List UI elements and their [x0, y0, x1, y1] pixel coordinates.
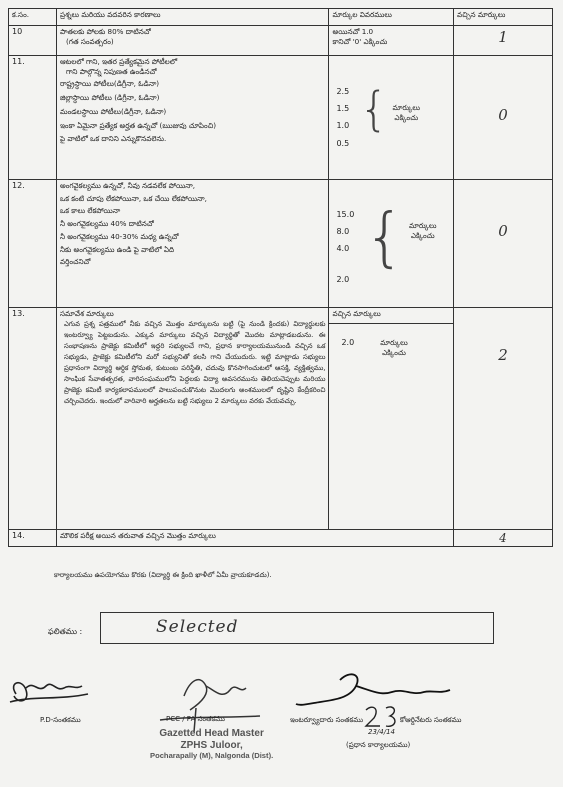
question-line: (గత సంవత్సరం)	[65, 36, 114, 46]
row-number: 13.	[9, 308, 57, 530]
table-row	[9, 530, 553, 547]
question-line: ఇంకా ఏమైనా ప్రత్యేక అర్హత ఉన్నచో (ఋజువు చూపించి)	[59, 120, 216, 130]
question-line: జిల్లాస్థాయి పోటీలు (డిగ్రీనా, ఓడినా)	[59, 93, 160, 103]
question-line: నీ అంగవైకల్యము 40% దాటినచో	[59, 219, 154, 229]
mark-value: 2.0	[341, 338, 355, 347]
stamp-line: ZPHS Juloor,	[180, 739, 243, 751]
header-no: క.సం.	[9, 9, 57, 26]
question-line: సమావేశ మార్కులు	[59, 309, 114, 318]
coordinator-signature-label: కోఆర్డినేటరు సంతకము	[400, 716, 462, 724]
brace: {	[364, 201, 405, 275]
header-scored: వచ్చిన మార్కులు	[453, 9, 552, 26]
row-scored	[453, 26, 552, 56]
mark-values	[332, 83, 349, 152]
question-line: ఒక కాలు లేకపోయినా	[59, 206, 121, 216]
pd-signature	[10, 683, 88, 702]
scored-value: 0	[498, 222, 508, 240]
question-line: ఒక కంటి చూపు లేకపోయినా, ఒక చేయి లేకపోయినా,	[59, 193, 207, 203]
table-row	[9, 180, 553, 308]
question-line: వర్తించనిచో	[59, 257, 91, 267]
question-line: నీకు అంగవైకల్యము ఉండి పై వాటిలో ఏది	[59, 244, 175, 254]
question-line: ఆటలలో గాని, ఇతర ప్రత్యేకమైన పోటీలలో	[59, 57, 178, 66]
result-box	[100, 612, 494, 644]
mark-value: 1.5	[336, 104, 350, 114]
office-label: (ప్రధాన కార్యాలయము)	[346, 741, 411, 749]
pd-signature-label: P.D-సంతకము	[40, 716, 81, 724]
row-question	[56, 308, 329, 530]
row-marks	[329, 180, 454, 308]
row-number: 11.	[9, 56, 57, 180]
table-row	[9, 308, 553, 530]
row-question	[56, 56, 329, 180]
row-number: 14.	[9, 530, 57, 547]
scored-value: 0	[498, 106, 508, 124]
headmaster-stamp	[150, 728, 273, 761]
question-line: గాని పాల్గొన్న నిపుణత ఉండినచో	[65, 66, 157, 76]
question-line: పాతలకు పోలకు 80% దాటినచో	[59, 27, 151, 36]
row-scored	[453, 180, 552, 308]
scored-value: 1	[498, 28, 508, 46]
row-marks	[329, 26, 454, 56]
mark-line: కానిచో '0' ఎక్కించు	[332, 36, 388, 46]
marks-subheader: వచ్చిన మార్కులు	[329, 308, 453, 324]
marks-note: మార్కులు ఎక్కించు	[380, 338, 408, 357]
mark-values	[332, 207, 354, 289]
interviewer-signature-label: ఇంటర్వ్యూదారు సంతకము	[290, 716, 364, 724]
row-marks	[329, 56, 454, 180]
interviewer-signature	[296, 674, 450, 704]
brace: {	[359, 82, 389, 136]
row-scored	[453, 530, 552, 547]
mark-value: 15.0	[336, 210, 355, 219]
mark-value: 1.0	[336, 121, 350, 131]
mark-value: 8.0	[336, 226, 350, 236]
stamp-line: Pocharapally (M), Nalgonda (Dist).	[150, 750, 274, 760]
marks-note: మార్కులు ఎక్కించు	[392, 103, 420, 122]
row-number: 12.	[9, 180, 57, 308]
header-question: ప్రశ్నలు మరియు వదవరిన కారణాలు	[56, 9, 329, 26]
mark-value: 2.5	[336, 87, 350, 96]
marks-note: మార్కులు ఎక్కించు	[409, 221, 437, 240]
office-use-note: కార్యాలయము ఉపయోగము కొరకు (విద్యార్థి ఈ క్రింది ఖాళీలో ఏమీ వ్రాయకూడదు).	[54, 571, 272, 579]
scored-value: 2	[498, 346, 508, 364]
mark-line: అయినచో 1.0	[332, 27, 374, 36]
row-question	[56, 26, 329, 56]
question-line: రాష్ట్రస్థాయి పోటీలు(డిగ్రీనా, ఓడినా)	[59, 79, 160, 89]
row-question: మౌలిక పరీక్ష అయిన తరువాత వచ్చిన మొత్తం మార్కులు	[56, 530, 453, 547]
date-handwriting	[366, 707, 395, 726]
table-row	[9, 56, 553, 180]
result-label: ఫలితము :	[48, 627, 83, 636]
question-line: అంగవైకల్యము ఉన్నచో, నీవు నడవలేక పోయినా,	[59, 181, 195, 190]
scored-value: 4	[499, 531, 507, 545]
row-number: 10	[9, 26, 57, 56]
stamp-line: Gazetted Head Master	[159, 728, 264, 739]
signatures-layer	[0, 660, 563, 787]
signature-date: 23/4/14	[368, 728, 395, 736]
criteria-table	[8, 8, 553, 547]
row-question	[56, 180, 329, 308]
question-line: పై వాటిలో ఒక దానిని ఎన్నుకొనవలెను.	[59, 134, 167, 144]
mark-value: 4.0	[336, 243, 350, 253]
table-header	[9, 9, 553, 26]
pcc-signature-label: PCC / PA సంతకము	[166, 715, 225, 723]
row-scored	[453, 56, 552, 180]
question-paragraph: ఎగువ ప్రశ్న పత్రములో నీకు వచ్చిన మొత్తం మార్కులను బట్టి (పై నుండి క్రిందకు) విద్యార్థులకు ఇంటర్వ్యూ పెట్టబడును. ఎక్కువ మార్కులు వచ్చిన విద్యార్థితో మొదట మాట్లాడబడును. ఈ సంభాషణను ప్రాజెక్టు కమిటీలో ఇద్దరి సభ్యులచే గాని, ప్రధాన కార్యాలయమునుండి వచ్చిన ఒక సభ్యుడు, ప్రాజెక్టు కమిటీలోని మరో సభ్యునితో కలసి గాని చేయుదురు. ఇట్టి మాట్లాడు సభ్యులు ప్రధానంగా విద్యార్థి ఆర్థిక స్తోమత, కుటుంబ పరిస్థితి, చదువు కొనసాగించుటలో ఆసక్తి, వ్యక్తిత్వము, సాంఘిక సేవాతత్పరత, వారిసంఘములోని పెద్దలకు విద్యా అవసరమును తెలియచెప్పుట మరియు ప్రాజెక్టు కమిటీ కార్యకలాపములలో పాలుపంచుకొనుట మొదలగు అంశములలో దృష్టిని కేంద్రీకరించి చర్చించెదరు. ఇందులో వారివారి అర్హతలను బట్టి సభ్యులు 2 మార్కులు వరకు వేయవచ్చు.	[63, 319, 326, 405]
header-marks: మార్కుల వివరములు	[329, 9, 454, 26]
table-row	[9, 26, 553, 56]
question-line: మండలస్థాయి పోటీలు(డిగ్రీనా, ఓడినా)	[59, 106, 167, 116]
row-scored	[453, 308, 552, 530]
mark-value: 2.0	[336, 275, 350, 285]
row-marks	[329, 308, 454, 530]
question-line: నీ అంగవైకల్యము 40-30% మధ్య ఉన్నచో	[59, 231, 179, 241]
mark-value: 0.5	[336, 138, 350, 148]
mark-value	[336, 257, 354, 272]
result-value: Selected	[156, 617, 239, 637]
